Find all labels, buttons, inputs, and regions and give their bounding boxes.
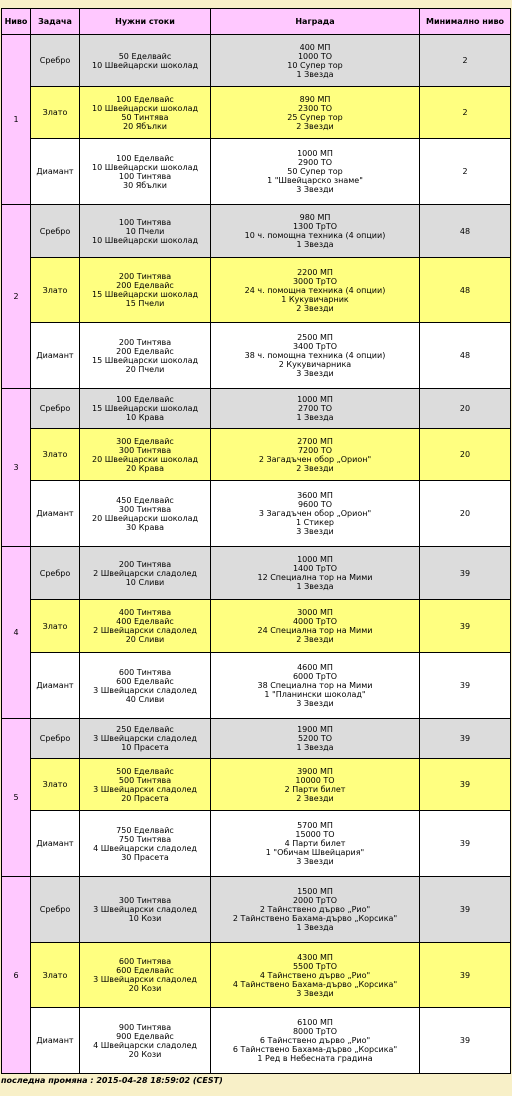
required-item: 10 Прасета <box>121 743 169 752</box>
header-reward: Награда <box>211 9 420 35</box>
required-item: 10 Сливи <box>125 577 165 587</box>
quest-row-gold <box>2 759 511 811</box>
quest-row-diamond <box>2 811 511 877</box>
required-item: 100 Еделвайс <box>116 94 174 104</box>
reward-item: 2300 ТО <box>297 103 333 113</box>
reward-item: 4 Парти билет <box>284 839 346 848</box>
level-number: 2 <box>2 205 31 389</box>
min-level: 39 <box>420 943 511 1008</box>
task-tier: Сребро <box>31 389 80 429</box>
header-required-goods: Нужни стоки <box>80 9 211 35</box>
quest-row-diamond <box>2 481 511 547</box>
reward-item: 1 Звезда <box>296 413 334 422</box>
required-item: 2 Швейцарски сладолед <box>93 568 197 578</box>
reward-item: 5500 ТрТО <box>292 961 338 971</box>
min-level: 2 <box>420 139 511 205</box>
min-level: 48 <box>420 258 511 323</box>
min-level: 20 <box>420 389 511 429</box>
required-item: 30 Ябълки <box>122 180 167 190</box>
required-item: 30 Прасета <box>121 852 169 862</box>
reward-item: 2 Парти билет <box>284 784 346 794</box>
reward-item: 6100 МП <box>297 1018 333 1027</box>
reward-item: 3000 ТрТО <box>292 276 338 286</box>
reward-item: 9600 ТО <box>297 500 333 509</box>
reward-item: 15000 ТО <box>295 830 335 839</box>
reward-item: 2900 ТО <box>297 158 333 167</box>
required-item: 10 Швейцарски шоколад <box>92 103 198 113</box>
required-goods <box>80 547 211 600</box>
reward-item: 3900 МП <box>297 766 333 776</box>
required-item: 200 Тинтява <box>118 337 172 347</box>
quest-row-gold <box>2 258 511 323</box>
task-tier: Сребро <box>31 719 80 759</box>
required-item: 600 Еделвайс <box>116 966 174 975</box>
required-goods <box>80 389 211 429</box>
reward-item: 2500 МП <box>297 333 333 342</box>
reward <box>211 429 420 481</box>
required-item: 300 Тинтява <box>118 896 172 905</box>
required-item: 20 Ябълки <box>122 121 167 131</box>
reward-item: 2 Звезди <box>296 635 334 644</box>
required-item: 10 Крава <box>126 413 164 422</box>
required-goods <box>80 877 211 943</box>
header-min-level: Минимално ниво <box>420 9 511 35</box>
reward-item: 980 МП <box>299 213 331 222</box>
reward-item: 1 Звезда <box>296 240 334 249</box>
header-task: Задача <box>31 9 80 35</box>
reward-item: 3 Звезди <box>296 527 334 536</box>
min-level: 39 <box>420 759 511 811</box>
quest-row-silver <box>2 877 511 943</box>
min-level: 39 <box>420 600 511 653</box>
quest-table-body <box>2 35 511 1074</box>
required-item: 200 Еделвайс <box>116 281 174 290</box>
quest-row-gold <box>2 429 511 481</box>
reward-item: 10 Супер тор <box>287 60 343 70</box>
reward-item: 5200 ТО <box>297 734 333 743</box>
quest-row-gold <box>2 943 511 1008</box>
required-item: 400 Еделвайс <box>116 617 174 626</box>
reward-item: 1 Звезда <box>296 582 334 591</box>
reward-item: 7200 ТО <box>297 445 333 455</box>
reward-item: 4600 МП <box>297 663 333 672</box>
min-level: 39 <box>420 811 511 877</box>
task-tier: Диамант <box>31 481 80 547</box>
required-goods <box>80 429 211 481</box>
task-tier: Злато <box>31 600 80 653</box>
reward-item: 3 Звезди <box>296 369 334 378</box>
reward <box>211 258 420 323</box>
reward-item: 2 Тайнствено Бахама-дърво „Корсика" <box>232 914 398 923</box>
reward <box>211 811 420 877</box>
reward-item: 4300 МП <box>297 952 333 962</box>
required-item: 900 Тинтява <box>118 1022 172 1032</box>
required-item: 100 Тинтява <box>118 171 172 181</box>
reward-item: 1900 МП <box>297 725 333 734</box>
required-goods <box>80 481 211 547</box>
required-goods <box>80 139 211 205</box>
min-level: 2 <box>420 87 511 139</box>
required-item: 750 Еделвайс <box>116 825 174 835</box>
required-goods <box>80 35 211 87</box>
reward <box>211 877 420 943</box>
required-item: 15 Швейцарски шоколад <box>92 404 198 413</box>
reward <box>211 139 420 205</box>
reward-item: 2 Кукувичарника <box>278 360 352 369</box>
required-item: 250 Еделвайс <box>116 725 174 734</box>
reward-item: 1400 ТрТО <box>292 564 338 573</box>
quest-table <box>1 8 511 1074</box>
required-item: 20 Сливи <box>125 635 165 644</box>
required-goods <box>80 811 211 877</box>
reward-item: 38 Специална тор на Мими <box>257 681 373 690</box>
required-goods <box>80 323 211 389</box>
required-item: 900 Еделвайс <box>116 1031 174 1041</box>
min-level: 39 <box>420 653 511 719</box>
reward-item: 2 Звезди <box>296 793 334 803</box>
quest-row-gold <box>2 87 511 139</box>
required-item: 300 Тинтява <box>118 445 172 455</box>
reward-item: 4 Тайнствено дърво „Рио" <box>259 970 371 980</box>
task-tier: Диамант <box>31 323 80 389</box>
reward-item: 1 Ред в Небесната градина <box>257 1054 373 1063</box>
quest-row-silver <box>2 547 511 600</box>
required-item: 20 Прасета <box>121 793 169 803</box>
reward-item: 3400 ТрТО <box>292 342 338 351</box>
reward-item: 6 Тайнствено Бахама-дърво „Корсика" <box>232 1045 398 1054</box>
reward-item: 1 "Планински шоколад" <box>264 690 366 699</box>
required-goods <box>80 258 211 323</box>
quest-row-diamond <box>2 653 511 719</box>
required-item: 4 Швейцарски сладолед <box>93 1040 197 1050</box>
required-item: 50 Еделвайс <box>118 51 172 61</box>
required-item: 20 Кози <box>128 984 162 993</box>
reward-item: 12 Специална тор на Мими <box>257 573 373 582</box>
quest-row-diamond <box>2 323 511 389</box>
task-tier: Злато <box>31 87 80 139</box>
min-level: 20 <box>420 481 511 547</box>
reward <box>211 35 420 87</box>
required-item: 10 Швейцарски шоколад <box>92 162 198 172</box>
reward-item: 1500 МП <box>297 887 333 896</box>
required-item: 300 Тинтява <box>118 504 172 514</box>
reward <box>211 547 420 600</box>
reward <box>211 87 420 139</box>
reward-item: 1 "Обичам Швейцария" <box>265 848 365 857</box>
reward-item: 2 Звезди <box>296 303 334 313</box>
task-tier: Диамант <box>31 139 80 205</box>
reward <box>211 323 420 389</box>
level-number: 1 <box>2 35 31 205</box>
level-number: 5 <box>2 719 31 877</box>
required-item: 100 Еделвайс <box>116 153 174 163</box>
reward-item: 2 Загадъчен обор „Орион" <box>258 454 372 464</box>
required-item: 10 Пчели <box>125 226 165 236</box>
task-tier: Диамант <box>31 1008 80 1074</box>
reward-item: 50 Супер тор <box>287 167 343 176</box>
reward-item: 3 Звезди <box>296 185 334 194</box>
reward-item: 1000 МП <box>297 395 333 404</box>
task-tier: Злато <box>31 429 80 481</box>
required-goods <box>80 87 211 139</box>
reward-item: 2000 ТрТО <box>292 896 338 905</box>
required-item: 600 Тинтява <box>118 667 172 677</box>
reward-item: 25 Супер тор <box>287 112 343 122</box>
reward-item: 2 Звезди <box>296 463 334 473</box>
quest-row-silver <box>2 389 511 429</box>
reward <box>211 759 420 811</box>
reward-item: 3600 МП <box>297 491 333 500</box>
quest-row-silver <box>2 205 511 258</box>
required-item: 40 Сливи <box>125 694 165 704</box>
reward <box>211 389 420 429</box>
quest-row-silver <box>2 35 511 87</box>
required-item: 450 Еделвайс <box>116 495 174 505</box>
required-goods <box>80 719 211 759</box>
reward-item: 3000 МП <box>297 608 333 617</box>
task-tier: Сребро <box>31 877 80 943</box>
min-level: 2 <box>420 35 511 87</box>
required-goods <box>80 600 211 653</box>
quest-row-silver <box>2 719 511 759</box>
required-item: 3 Швейцарски сладолед <box>93 734 197 743</box>
quest-row-diamond <box>2 1008 511 1074</box>
required-item: 200 Тинтява <box>118 272 172 281</box>
required-item: 300 Еделвайс <box>116 436 174 446</box>
required-item: 20 Швейцарски шоколад <box>92 513 198 523</box>
required-goods <box>80 653 211 719</box>
reward <box>211 943 420 1008</box>
level-number: 3 <box>2 389 31 547</box>
reward-item: 3 Звезди <box>296 699 334 708</box>
reward-item: 6000 ТрТО <box>292 672 338 681</box>
required-item: 10 Швейцарски шоколад <box>92 60 198 70</box>
min-level: 39 <box>420 877 511 943</box>
required-item: 10 Кози <box>128 914 162 923</box>
required-item: 30 Крава <box>126 522 164 532</box>
required-item: 20 Кози <box>128 1049 162 1059</box>
reward-item: 890 МП <box>299 94 331 104</box>
reward <box>211 205 420 258</box>
reward-item: 10000 ТО <box>295 775 335 785</box>
reward-item: 5700 МП <box>297 821 333 830</box>
required-goods <box>80 1008 211 1074</box>
task-tier: Диамант <box>31 653 80 719</box>
reward-item: 1300 ТрТО <box>292 222 338 231</box>
reward-item: 24 Специална тор на Мими <box>257 626 373 635</box>
required-item: 3 Швейцарски сладолед <box>93 685 197 695</box>
reward-item: 1 "Швейцарско знаме" <box>267 176 363 185</box>
task-tier: Злато <box>31 258 80 323</box>
reward-item: 400 МП <box>299 42 331 52</box>
quest-row-diamond <box>2 139 511 205</box>
task-tier: Сребро <box>31 205 80 258</box>
reward-item: 2700 МП <box>297 436 333 446</box>
reward-item: 1 Звезда <box>296 923 334 932</box>
reward-item: 1000 МП <box>297 555 333 564</box>
required-item: 15 Пчели <box>125 299 165 308</box>
reward-item: 1 Звезда <box>296 69 334 79</box>
required-item: 750 Тинтява <box>118 834 172 844</box>
required-item: 20 Крава <box>126 463 164 473</box>
required-goods <box>80 943 211 1008</box>
min-level: 20 <box>420 429 511 481</box>
required-item: 600 Тинтява <box>118 957 172 966</box>
last-modified: последна промяна : 2015-04-28 18:59:02 (CEST) <box>1 1076 223 1085</box>
reward-item: 3 Звезди <box>296 857 334 866</box>
required-item: 3 Швейцарски сладолед <box>93 905 197 914</box>
required-item: 10 Швейцарски шоколад <box>92 235 198 245</box>
reward <box>211 481 420 547</box>
required-goods <box>80 205 211 258</box>
task-tier: Злато <box>31 759 80 811</box>
reward-item: 4000 ТрТО <box>292 617 338 626</box>
required-goods <box>80 759 211 811</box>
header-level: Ниво <box>2 9 31 35</box>
required-item: 2 Швейцарски сладолед <box>93 626 197 635</box>
reward-item: 2 Тайнствено дърво „Рио" <box>259 905 371 914</box>
quest-row-gold <box>2 600 511 653</box>
reward-item: 3 Звезди <box>296 988 334 998</box>
required-item: 100 Еделвайс <box>116 395 174 404</box>
min-level: 48 <box>420 323 511 389</box>
required-item: 400 Тинтява <box>118 608 172 617</box>
required-item: 4 Швейцарски сладолед <box>93 843 197 853</box>
reward-item: 10 ч. помощна техника (4 опции) <box>244 231 386 240</box>
required-item: 600 Еделвайс <box>116 676 174 686</box>
task-tier: Диамант <box>31 811 80 877</box>
required-item: 3 Швейцарски сладолед <box>93 975 197 984</box>
required-item: 50 Тинтява <box>121 112 169 122</box>
reward <box>211 719 420 759</box>
min-level: 48 <box>420 205 511 258</box>
reward-item: 1 Кукувичарник <box>281 294 349 304</box>
reward <box>211 600 420 653</box>
min-level: 39 <box>420 1008 511 1074</box>
required-item: 15 Швейцарски шоколад <box>92 290 198 299</box>
level-number: 4 <box>2 547 31 719</box>
reward-item: 2200 МП <box>297 267 333 277</box>
min-level: 39 <box>420 719 511 759</box>
task-tier: Сребро <box>31 35 80 87</box>
required-item: 100 Тинтява <box>118 217 172 227</box>
task-tier: Злато <box>31 943 80 1008</box>
min-level: 39 <box>420 547 511 600</box>
task-tier: Сребро <box>31 547 80 600</box>
reward-item: 3 Загадъчен обор „Орион" <box>258 509 372 518</box>
required-item: 200 Тинтява <box>118 559 172 569</box>
reward-item: 2 Звезди <box>296 121 334 131</box>
header-row <box>2 9 511 35</box>
reward-item: 8000 ТрТО <box>292 1027 338 1036</box>
required-item: 3 Швейцарски сладолед <box>93 784 197 794</box>
reward <box>211 653 420 719</box>
required-item: 500 Тинтява <box>118 775 172 785</box>
reward-item: 1000 МП <box>297 149 333 158</box>
required-item: 200 Еделвайс <box>116 346 174 356</box>
level-number: 6 <box>2 877 31 1074</box>
reward-item: 6 Тайнствено дърво „Рио" <box>259 1036 371 1045</box>
required-item: 500 Еделвайс <box>116 766 174 776</box>
reward-item: 4 Тайнствено Бахама-дърво „Корсика" <box>232 979 398 989</box>
reward-item: 1 Стикер <box>296 518 334 527</box>
required-item: 20 Пчели <box>125 364 165 374</box>
reward-item: 2700 ТО <box>297 404 333 413</box>
reward-item: 1000 ТО <box>297 51 333 61</box>
reward-item: 24 ч. помощна техника (4 опции) <box>244 285 386 295</box>
reward-item: 38 ч. помощна техника (4 опции) <box>244 351 386 360</box>
required-item: 20 Швейцарски шоколад <box>92 454 198 464</box>
reward-item: 1 Звезда <box>296 743 334 752</box>
required-item: 15 Швейцарски шоколад <box>92 355 198 365</box>
reward <box>211 1008 420 1074</box>
